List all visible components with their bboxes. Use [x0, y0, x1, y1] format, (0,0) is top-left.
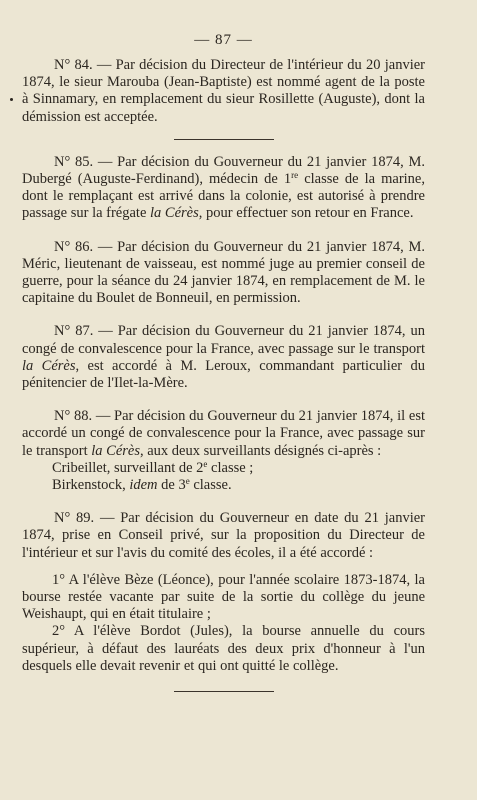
margin-mark — [10, 98, 13, 101]
spacer — [22, 494, 425, 510]
surveillant-1-name: Cribeillet, surveillant de 2 — [52, 459, 204, 476]
entry-87-text-end: , est accordé à M. Leroux, commandant particulier du pénitencier de l'Ilet-la-Mère. — [22, 357, 425, 392]
entry-87 — [22, 323, 425, 392]
spacer — [22, 223, 425, 239]
ship-name: la Cérès — [150, 205, 199, 222]
surveillant-2-mid: de 3 — [157, 477, 186, 494]
entry-89-item-1: 1° A l'élève Bèze (Léonce), pour l'année scolaire 1873-1874, la bourse restée vacante par suite de la sortie du collège du jeune Weishaupt, qui en était titulaire ; — [22, 571, 425, 623]
entry-88-surveillant-1 — [22, 460, 425, 477]
surveillant-2-class: classe. — [189, 477, 232, 494]
entry-89-item-2: 2° A l'élève Bordot (Jules), la bourse annuelle du cours supérieur, à défaut des lauréats des deux prix d'honneur à l'un desquels elle devait revenir et qui ont quitté le collège. — [22, 623, 425, 674]
separator-rule-end — [174, 691, 274, 692]
ordinal-suffix: re — [291, 170, 299, 181]
entry-88-text: N° 88. — Par décision du Gouverneur du 21 janvier 1874, il est accordé un congé de convalescence pour la France, avec passage sur le transport — [22, 408, 425, 459]
entry-85-text-end: , pour effectuer son retour en France. — [198, 205, 414, 222]
entry-84: N° 84. — Par décision du Directeur de l'intérieur du 20 janvier 1874, le sieur Marouba (Jean-Baptiste) est nommé agent de la poste à Sinnamary, en remplacement du sieur Rosillette (Auguste), dont la démission est acceptée. — [22, 57, 425, 125]
spacer — [22, 562, 425, 572]
entry-85-text: N° 85. — Par décision du Gouverneur du 21 janvier 1874, M. Dubergé (Auguste-Ferdinand), médecin de 1 — [22, 153, 425, 188]
spacer — [22, 307, 425, 323]
idem-word: idem — [129, 477, 158, 494]
separator-rule — [174, 139, 274, 140]
page-number: — 87 — — [194, 32, 253, 48]
surveillant-1-class: classe ; — [207, 459, 254, 476]
entry-88-text-end: , aux deux surveillants désignés ci-après : — [140, 442, 382, 459]
ordinal-suffix: e — [203, 458, 208, 469]
ship-name: la Cérès — [22, 357, 76, 374]
ordinal-suffix: e — [185, 476, 190, 487]
entry-85-text-mid: classe de la marine, dont le remplaçant est arrivé dans la colonie, est autorisé à prendre passage sur la frégate — [22, 171, 425, 222]
ship-name: la Cérès — [91, 442, 140, 459]
surveillant-2-name: Birkenstock, — [52, 477, 130, 494]
entry-88 — [22, 408, 425, 460]
entry-87-text: N° 87. — Par décision du Gouverneur du 21 janvier 1874, un congé de convalescence pour la France, avec passage sur le transport — [22, 323, 425, 357]
entry-89: N° 89. — Par décision du Gouverneur en date du 21 janvier 1874, prise en Conseil privé, sur la proposition du Directeur de l'intérieur et sur l'avis du comité des écoles, il a été accordé : — [22, 510, 425, 561]
entry-85 — [22, 154, 425, 223]
entry-88-surveillant-2 — [22, 477, 425, 494]
entry-86: N° 86. — Par décision du Gouverneur du 21 janvier 1874, M. Méric, lieutenant de vaisseau, est nommé juge au premier conseil de guerre, pour la séance du 24 janvier 1874, en remplacement de M. le capitaine du Boulet de Bonneuil, en permission. — [22, 238, 425, 307]
spacer — [22, 392, 425, 408]
